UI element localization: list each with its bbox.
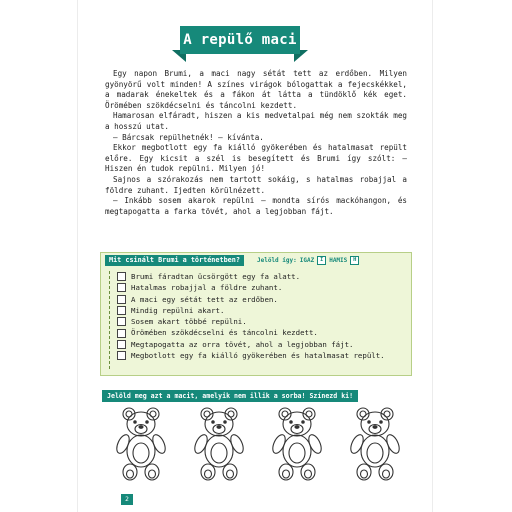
statement-text: Örömében szökdécselni és táncolni kezdett.	[131, 328, 318, 338]
answer-checkbox[interactable]	[117, 283, 126, 292]
answer-checkbox[interactable]	[117, 317, 126, 326]
hint-prefix: Jelöld így:	[257, 257, 297, 264]
list-item	[117, 339, 407, 350]
workbook-page	[78, 0, 432, 512]
list-item	[117, 316, 407, 327]
page-title: A repülő maci	[180, 26, 300, 54]
coloring-task-instruction: Jelöld meg azt a macit, amelyik nem illik a sorba! Színezd ki!	[102, 390, 358, 402]
title-banner	[180, 24, 300, 60]
true-label: IGAZ	[299, 257, 315, 264]
answer-checkbox[interactable]	[117, 295, 126, 304]
true-mark-box: I	[317, 256, 326, 265]
list-item	[117, 350, 407, 361]
statement-text: Megtapogatta az orra tövét, ahol a legjobban fájt.	[131, 339, 354, 349]
false-label: HAMIS	[329, 257, 348, 264]
bear-row	[108, 404, 408, 484]
true-false-task	[100, 252, 412, 376]
bear-icon[interactable]	[186, 404, 252, 484]
list-item	[117, 282, 407, 293]
stitch-line	[109, 271, 110, 369]
statement-text: A maci egy sétát tett az erdőben.	[131, 294, 278, 304]
statement-text: Mindig repülni akart.	[131, 305, 225, 315]
task-question: Mit csinált Brumi a történetben?	[105, 255, 244, 266]
answer-checkbox[interactable]	[117, 272, 126, 281]
answer-checkbox[interactable]	[117, 340, 126, 349]
story-paragraph: – Inkább sosem akarok repülni – mondta sírós mackóhangon, és megtapogatta a farka tövét, ahol a legjobban fájt.	[105, 196, 407, 216]
statement-text: Brumi fáradtan ücsörgött egy fa alatt.	[131, 272, 301, 281]
statement-text: Megbotlott egy fa kiálló gyökerében és hatalmasat repült.	[131, 351, 385, 361]
story-paragraph: Ekkor megbotlott egy fa kiálló gyökerében és hatalmasat repült előre. Egy kicsit a szél is besegített és Brumi így szólt: – Hiszen én tudok repülni. Milyen jó!	[105, 143, 407, 174]
story-paragraph: Sajnos a szórakozás nem tartott sokáig, s hatalmas robajjal a földre zuhant. Ijedten körülnézett.	[105, 174, 407, 195]
statement-text: Sosem akart többé repülni.	[131, 317, 247, 327]
task-hint	[257, 256, 359, 265]
statement-text: Hatalmas robajjal a földre zuhant.	[131, 283, 283, 293]
false-mark-box: H	[350, 256, 359, 265]
bear-icon[interactable]	[108, 404, 174, 484]
story-text	[105, 69, 407, 217]
list-item	[117, 271, 407, 282]
statement-list	[117, 271, 407, 361]
list-item	[117, 305, 407, 316]
story-paragraph: – Bárcsak repülhetnék! – kívánta.	[113, 132, 264, 142]
story-paragraph: Egy napon Brumi, a maci nagy sétát tett az erdőben. Milyen gyönyörű volt minden! A színes virágok bólogattak a fejecskékkel, a madarak énekeltek és a fákon át látta a tündöklő kék eget. Örömében szökdécselni és táncolni kezdett.	[105, 69, 407, 110]
list-item	[117, 327, 407, 338]
answer-checkbox[interactable]	[117, 351, 126, 360]
page-number: 2	[121, 494, 133, 505]
bear-icon[interactable]	[264, 404, 330, 484]
story-paragraph: Hamarosan elfáradt, hiszen a kis medvetalpai még nem szokták meg a hosszú utat.	[105, 111, 407, 131]
list-item	[117, 294, 407, 305]
answer-checkbox[interactable]	[117, 306, 126, 315]
bear-icon[interactable]	[342, 404, 408, 484]
answer-checkbox[interactable]	[117, 329, 126, 338]
